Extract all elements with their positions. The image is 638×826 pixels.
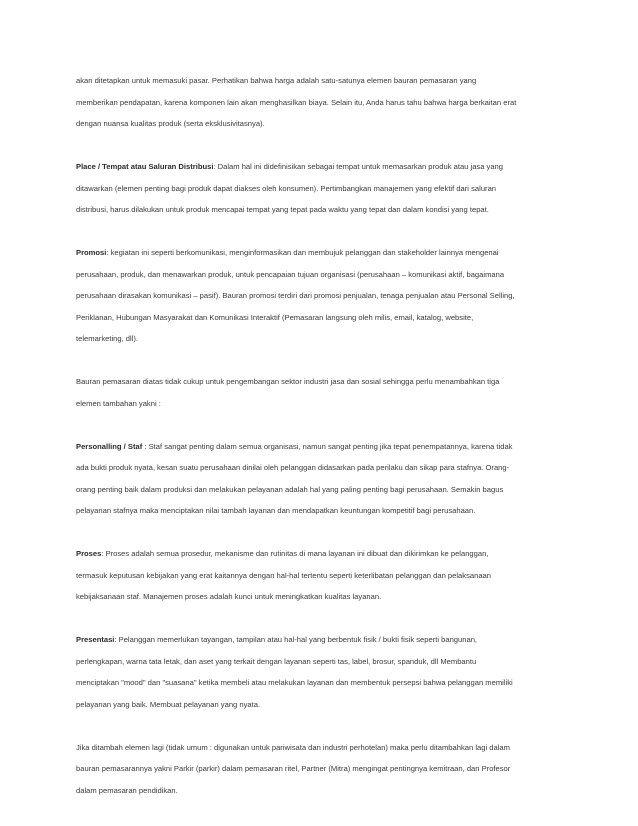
paragraph	[76, 371, 566, 414]
line-text: Bauran pemasaran diatas tidak cukup untuk pengembangan sektor industri jasa dan sosial sehingga perlu menambahkan tiga	[76, 377, 500, 386]
text-line	[76, 393, 566, 415]
document-body	[76, 70, 566, 801]
paragraph-heading: Personalling / Staf	[76, 441, 143, 451]
text-line	[76, 436, 566, 458]
line-text: perusahaan dirasakan komunikasi – pasif). Bauran promosi terdiri dari promosi penjualan, tenaga penjualan atau Personal Selling,	[76, 291, 515, 300]
line-text: pelayanan stafnya maka menciptakan nilai tambah layanan dan mendapatkan keuntungan kompetitif bagi perusahaan.	[76, 506, 476, 515]
line-text: ditawarkan (elemen penting bagi produk dapat diakses oleh konsumen). Pertimbangkan manajemen yang efektif dari saluran	[76, 183, 497, 193]
line-text: ada bukti produk nyata, kesan suatu perusahaan dinilai oleh pelanggan didasarkan pada perilaku dan sikap para stafnya. Orang-	[76, 463, 510, 472]
paragraph	[76, 436, 566, 522]
text-line	[76, 457, 566, 479]
text-line	[76, 178, 566, 200]
text-line	[76, 737, 566, 759]
line-text: dalam pemasaran pendidikan.	[76, 785, 178, 795]
text-line	[76, 70, 566, 92]
line-text: Periklanan, Hubungan Masyarakat dan Komunikasi Interaktif (Pemasaran langsung oleh milis, email, katalog, website,	[76, 312, 474, 322]
text-line	[76, 629, 566, 651]
line-text: : Staf sangat penting dalam semua organisasi, namun sangat penting jika tepat penempatannya, karena tidak	[142, 441, 513, 451]
text-line	[76, 758, 566, 780]
paragraph	[76, 156, 566, 221]
line-text: menciptakan "mood" dan "suasana" ketika membeli atau melakukan layanan dan membentuk persepsi bahwa pelanggan memiliki	[76, 678, 513, 687]
line-text: kebijaksanaan staf. Manajemen proses adalah kunci untuk meningkatkan kualitas layanan.	[76, 592, 382, 601]
text-line	[76, 92, 566, 114]
text-line	[76, 307, 566, 329]
line-text: : Proses adalah semua prosedur, mekanisme dan rutinitas di mana layanan ini dibuat dan dikirimkan ke pelanggan,	[101, 549, 489, 558]
line-text: : kegiatan ini seperti berkomunikasi, menginformasikan dan membujuk pelanggan dan stakeholder lainnya mengenai	[106, 248, 499, 257]
text-line	[76, 285, 566, 307]
text-line	[76, 328, 566, 350]
text-line	[76, 651, 566, 673]
line-text: bauran pemasarannya yakni Parkir (parkir) dalam pemasaran ritel, Partner (Mitra) mengingat pentingnya kemitraan, dan Profesor	[76, 764, 511, 773]
text-line	[76, 113, 566, 135]
paragraph-heading: Presentasi	[76, 635, 115, 644]
text-line	[76, 780, 566, 802]
line-text: termasuk keputusan kebijakan yang erat kaitannya dengan hal-hal tertentu seperti keterlibatan pelanggan dan pelaksanaan	[76, 570, 491, 580]
line-text: : Pelanggan memerlukan tayangan, tampilan atau hal-hal yang berbentuk fisik / bukti fisik seperti bangunan,	[114, 635, 478, 644]
paragraph-heading: Proses	[76, 549, 102, 558]
line-text: dengan nuansa kualitas produk (serta eksklusivitasnya).	[76, 119, 265, 128]
text-line	[76, 500, 566, 522]
text-line	[76, 199, 566, 221]
line-text: perusahaan, produk, dan menawarkan produk, untuk pencapaian tujuan organisasi (perusahaan – komunikasi aktif, bagaimana	[76, 269, 505, 279]
text-line	[76, 694, 566, 716]
paragraph-heading: Place / Tempat atau Saluran Distribusi	[76, 162, 214, 171]
line-text: Jika ditambah elemen lagi (tidak umum : digunakan untuk pariwisata dan industri perhotelan) maka perlu ditambahkan lagi dalam	[76, 742, 510, 752]
text-line	[76, 565, 566, 587]
line-text: elemen tambahan yakni :	[76, 398, 161, 408]
line-text: perlengkapan, warna tata letak, dan aset yang terkait dengan layanan seperti tas, label, brosur, spanduk, dll Membantu	[76, 656, 477, 666]
text-line	[76, 543, 566, 565]
text-line	[76, 586, 566, 608]
paragraph	[76, 737, 566, 802]
text-line	[76, 672, 566, 694]
line-text: distribusi, harus dilakukan untuk produk mencapai tempat yang tepat pada waktu yang tepat dan dalam kondisi yang tepat.	[76, 205, 489, 214]
line-text: : Dalam hal ini didefinisikan sebagai tempat untuk memasarkan produk atau jasa yang	[213, 162, 504, 171]
text-line	[76, 479, 566, 501]
paragraph	[76, 242, 566, 350]
paragraph	[76, 70, 566, 135]
text-line	[76, 242, 566, 264]
line-text: pelayanan yang baik. Membuat pelayanan yang nyata.	[76, 699, 261, 709]
paragraph	[76, 629, 566, 715]
paragraph-heading: Promosi	[76, 248, 107, 257]
line-text: telemarketing, dll).	[76, 334, 139, 343]
text-line	[76, 156, 566, 178]
line-text: orang penting baik dalam produksi dan melakukan pelayanan adalah hal yang paling penting bagi perusahaan. Semakin bagus	[76, 484, 504, 494]
line-text: memberikan pendapatan, karena komponen lain akan menghasilkan biaya. Selain itu, Anda harus tahu bahwa harga berkaitan erat	[76, 97, 517, 107]
text-line	[76, 371, 566, 393]
text-line	[76, 264, 566, 286]
paragraph	[76, 543, 566, 608]
line-text: akan ditetapkan untuk memasuki pasar. Perhatikan bahwa harga adalah satu-satunya elemen bauran pemasaran yang	[76, 76, 477, 85]
